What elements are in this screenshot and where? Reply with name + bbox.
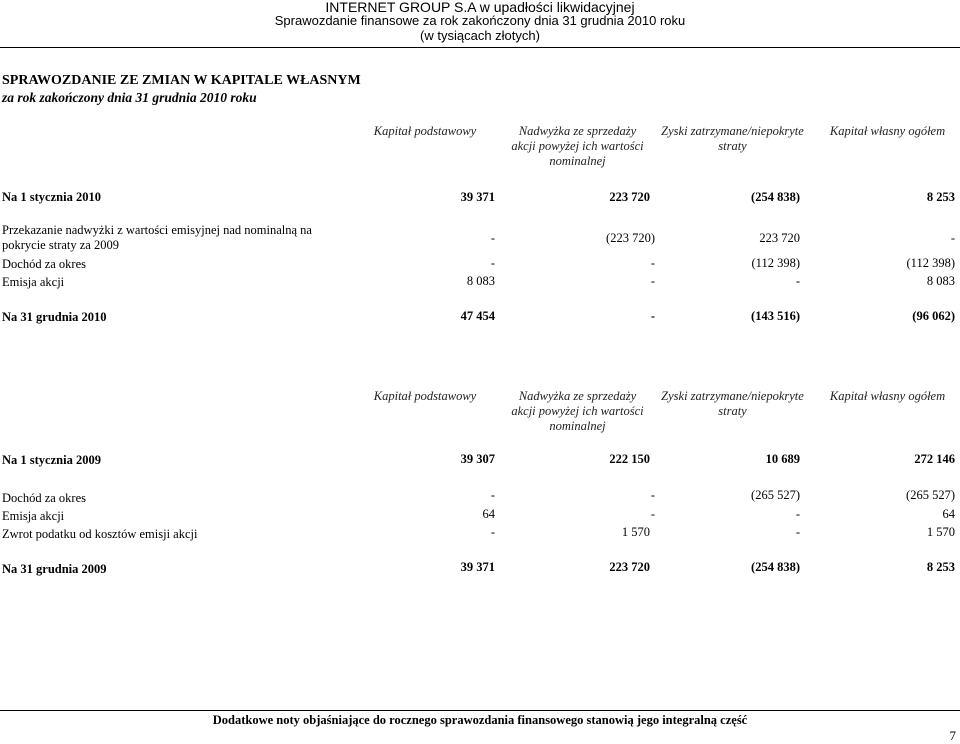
header-rule <box>0 47 960 48</box>
col-header-share-premium: Nadwyżka ze sprzedaży akcji powyżej ich wartości nominalnej <box>511 389 644 433</box>
units-note: (w tysiącach złotych) <box>420 28 540 43</box>
page-number: 7 <box>949 728 956 743</box>
col-header-total-equity: Kapitał własny ogółem <box>829 389 946 403</box>
footer-note: Dodatkowe noty objaśniające do rocznego sprawozdania finansowego stanowią jego integralną część <box>212 713 748 727</box>
statement-subtitle: za rok zakończony dnia 31 grudnia 2010 roku <box>2 90 257 105</box>
footer-rule <box>0 710 960 711</box>
col-header-share-capital: Kapitał podstawowy <box>373 124 477 138</box>
col-header-total-equity: Kapitał własny ogółem <box>829 124 946 138</box>
col-header-retained-earnings: Zyski zatrzymane/niepokryte straty <box>661 124 804 153</box>
statement-title: SPRAWOZDANIE ZE ZMIAN W KAPITALE WŁASNYM <box>2 73 361 88</box>
col-header-retained-earnings: Zyski zatrzymane/niepokryte straty <box>661 389 804 418</box>
col-header-share-premium: Nadwyżka ze sprzedaży akcji powyżej ich wartości nominalnej <box>511 124 644 168</box>
company-name: INTERNET GROUP S.A w upadłości likwidacyjnej <box>325 0 635 15</box>
col-header-share-capital: Kapitał podstawowy <box>373 389 477 403</box>
report-name: Sprawozdanie finansowe za rok zakończony dnia 31 grudnia 2010 roku <box>274 13 686 28</box>
